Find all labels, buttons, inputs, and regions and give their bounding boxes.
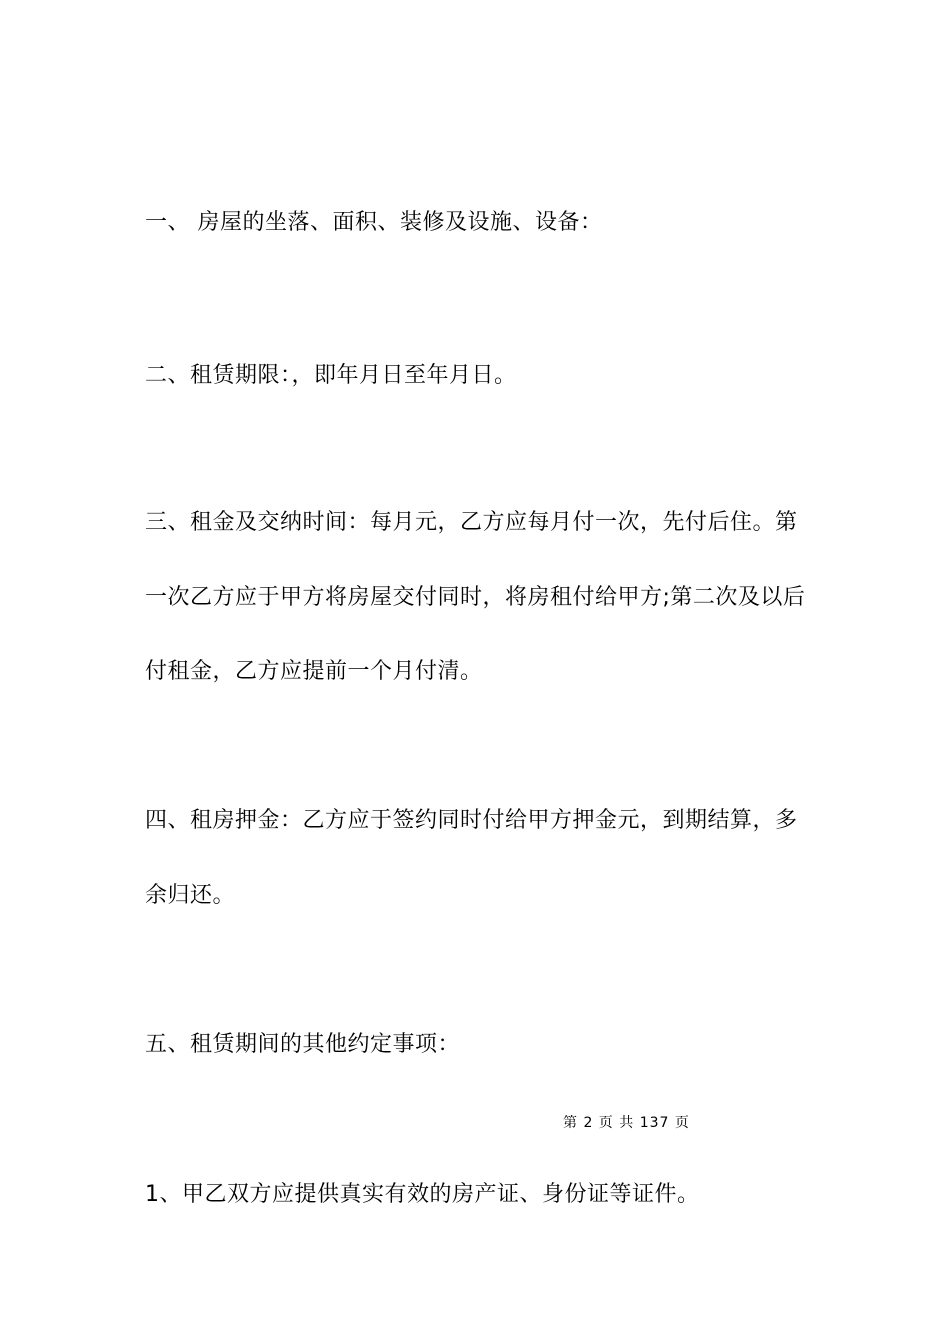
section-5-heading: 五、租赁期间的其他约定事项： xyxy=(145,1032,461,1057)
item-1-documents: 1、甲乙双方应提供真实有效的房产证、身份证等证件。 xyxy=(145,1182,700,1207)
section-3-line-1: 三、租金及交纳时间：每月元，乙方应每月付一次，先付后住。第 xyxy=(145,510,798,535)
section-1-heading: 一、 房屋的坐落、面积、装修及设施、设备： xyxy=(145,210,603,235)
section-4-line-2: 余归还。 xyxy=(145,883,236,908)
section-3-line-2: 一次乙方应于甲方将房屋交付同时，将房租付给甲方;第二次及以后 xyxy=(145,585,806,610)
page-number-footer: 第 2 页 共 137 页 xyxy=(563,1115,690,1131)
section-3-line-3: 付租金，乙方应提前一个月付清。 xyxy=(145,659,483,684)
section-2-lease-term: 二、租赁期限：，即年月日至年月日。 xyxy=(145,363,517,388)
section-4-line-1: 四、租房押金：乙方应于签约同时付给甲方押金元，到期结算，多 xyxy=(145,808,798,833)
